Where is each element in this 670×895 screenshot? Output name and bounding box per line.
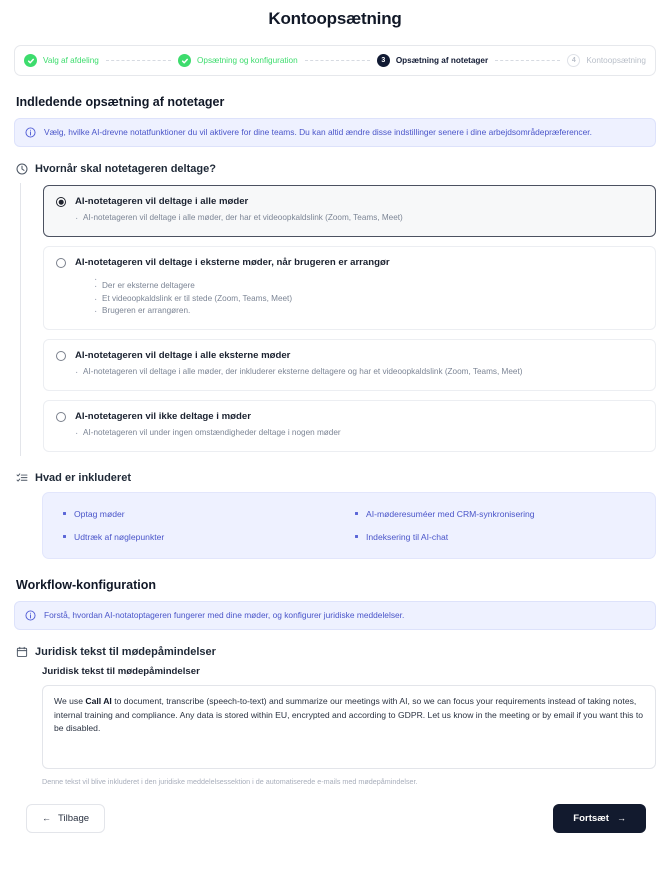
legal-help-text: Denne tekst vil blive inkluderet i den juridiske meddelelsessektion i de automatiserede e-mails med mødepåmindelser. [42, 777, 418, 787]
stepper-step-2[interactable] [178, 54, 298, 67]
radio-option-all-meetings[interactable] [43, 185, 656, 237]
list-checks-icon [16, 472, 28, 484]
join-options-group [20, 183, 656, 455]
legal-text-input[interactable] [42, 685, 656, 769]
check-icon [178, 54, 191, 67]
included-section [20, 492, 656, 560]
page-title: Kontoopsætning [268, 9, 402, 28]
radio-option-bullets [75, 366, 643, 379]
stepper-separator-1 [106, 60, 171, 61]
included-label: Hvad er inkluderet [35, 471, 131, 484]
radio-bullet [94, 273, 643, 280]
radio-indicator[interactable] [56, 412, 66, 422]
included-box [42, 492, 656, 560]
radio-option-title: AI-notetageren vil deltage i alle møder [75, 196, 249, 208]
included-item: Udtræk af nøglepunkter [63, 532, 343, 542]
legal-text-section [20, 666, 656, 786]
wizard-footer [14, 804, 656, 833]
stepper-step-3[interactable] [377, 54, 488, 67]
continue-button-label: Fortsæt [573, 813, 609, 825]
radio-option-title: AI-notetageren vil deltage i alle eksterne møder [75, 350, 291, 362]
radio-indicator[interactable] [56, 351, 66, 361]
radio-option-title: AI-notetageren vil ikke deltage i møder [75, 410, 251, 422]
radio-indicator[interactable] [56, 197, 66, 207]
stepper-step-1[interactable] [24, 54, 99, 67]
radio-option-bullets [75, 212, 643, 225]
initial-setup-info-banner [14, 118, 656, 147]
back-button-label: Tilbage [58, 813, 90, 825]
info-circle-icon [25, 610, 36, 621]
stepper-label-4: Kontoopsætning [586, 56, 646, 65]
continue-button[interactable] [553, 804, 646, 833]
legal-text-part2: to document, transcribe (speech-to-text) and summarize our meetings with AI, so we can focus your requirements instead of taking notes, internal training and compliance. Any data is stored within EU, encrypted and according to GDPR. Let us know in the meeting or by email if you want this to be disabled. [54, 696, 643, 734]
radio-bullet: · Et videoopkaldslink er til stede (Zoom, Teams, Meet) [94, 293, 643, 306]
radio-bullet: · AI-notetageren vil under ingen omstændigheder deltage i nogen møder [75, 427, 643, 440]
arrow-right-icon: → [617, 813, 626, 824]
radio-option-bullets [94, 273, 643, 318]
included-item: Optag møder [63, 509, 343, 519]
account-setup-page [0, 6, 670, 895]
back-button[interactable] [26, 804, 105, 833]
stepper-label-2: Opsætning og konfiguration [197, 56, 298, 65]
workflow-heading: Workflow-konfiguration [16, 578, 157, 593]
calendar-icon [16, 646, 28, 658]
radio-option-all-external[interactable] [43, 339, 656, 391]
legal-text-heading [16, 646, 656, 658]
workflow-info-text: Forstå, hvordan AI-notatoptageren fungerer med dine møder, og konfigurer juridiske meddelelser. [44, 610, 405, 621]
setup-stepper [14, 45, 656, 76]
radio-bullet: · Brugeren er arrangøren. [94, 305, 643, 318]
initial-setup-heading: Indledende opsætning af notetager [16, 95, 225, 109]
stepper-separator-3 [495, 60, 560, 61]
join-question-label: Hvornår skal notetageren deltage? [35, 163, 216, 176]
check-icon [24, 54, 37, 67]
initial-setup-info-text: Vælg, hvilke AI-drevne notatfunktioner du vil aktivere for dine teams. Du kan altid ændre disse indstillinger senere i dine arbejdsområdepræferencer. [44, 127, 592, 137]
included-item: Indeksering til AI-chat [355, 532, 635, 542]
legal-text-brand: Call AI [85, 696, 112, 707]
radio-option-title: AI-notetageren vil deltage i eksterne møder, når brugeren er arrangør [75, 257, 390, 269]
radio-bullet: · AI-notetageren vil deltage i alle møder, der har et videoopkaldslink (Zoom, Teams, Meet) [75, 212, 643, 225]
stepper-step-4[interactable] [567, 54, 646, 67]
radio-bullet: · Der er eksterne deltagere [94, 280, 643, 293]
legal-text-value [54, 695, 644, 735]
step-number-badge: 3 [377, 54, 390, 67]
radio-option-never[interactable] [43, 400, 656, 452]
radio-option-external-organizer[interactable] [43, 246, 656, 330]
included-item: AI-møderesuméer med CRM-synkronisering [355, 509, 635, 519]
legal-text-label: Juridisk tekst til mødepåmindelser [35, 646, 216, 659]
included-heading [16, 472, 656, 484]
stepper-label-3: Opsætning af notetager [395, 56, 489, 65]
arrow-left-icon: ← [42, 813, 51, 824]
legal-text-part1: We use [54, 696, 86, 707]
clock-icon [16, 163, 28, 175]
legal-field-label: Juridisk tekst til mødepåmindelser [42, 666, 200, 678]
stepper-separator-2 [305, 60, 370, 61]
workflow-info-banner [14, 601, 656, 630]
step-number-badge: 4 [567, 54, 580, 67]
stepper-label-1: Valg af afdeling [43, 56, 99, 65]
info-circle-icon [25, 127, 36, 138]
radio-indicator[interactable] [56, 258, 66, 268]
join-question-heading [16, 163, 656, 175]
radio-option-bullets [75, 427, 643, 440]
radio-bullet: · AI-notetageren vil deltage i alle møder, der inkluderer eksterne deltagere og har et videoopkaldslink (Zoom, Teams, Meet) [75, 366, 643, 379]
